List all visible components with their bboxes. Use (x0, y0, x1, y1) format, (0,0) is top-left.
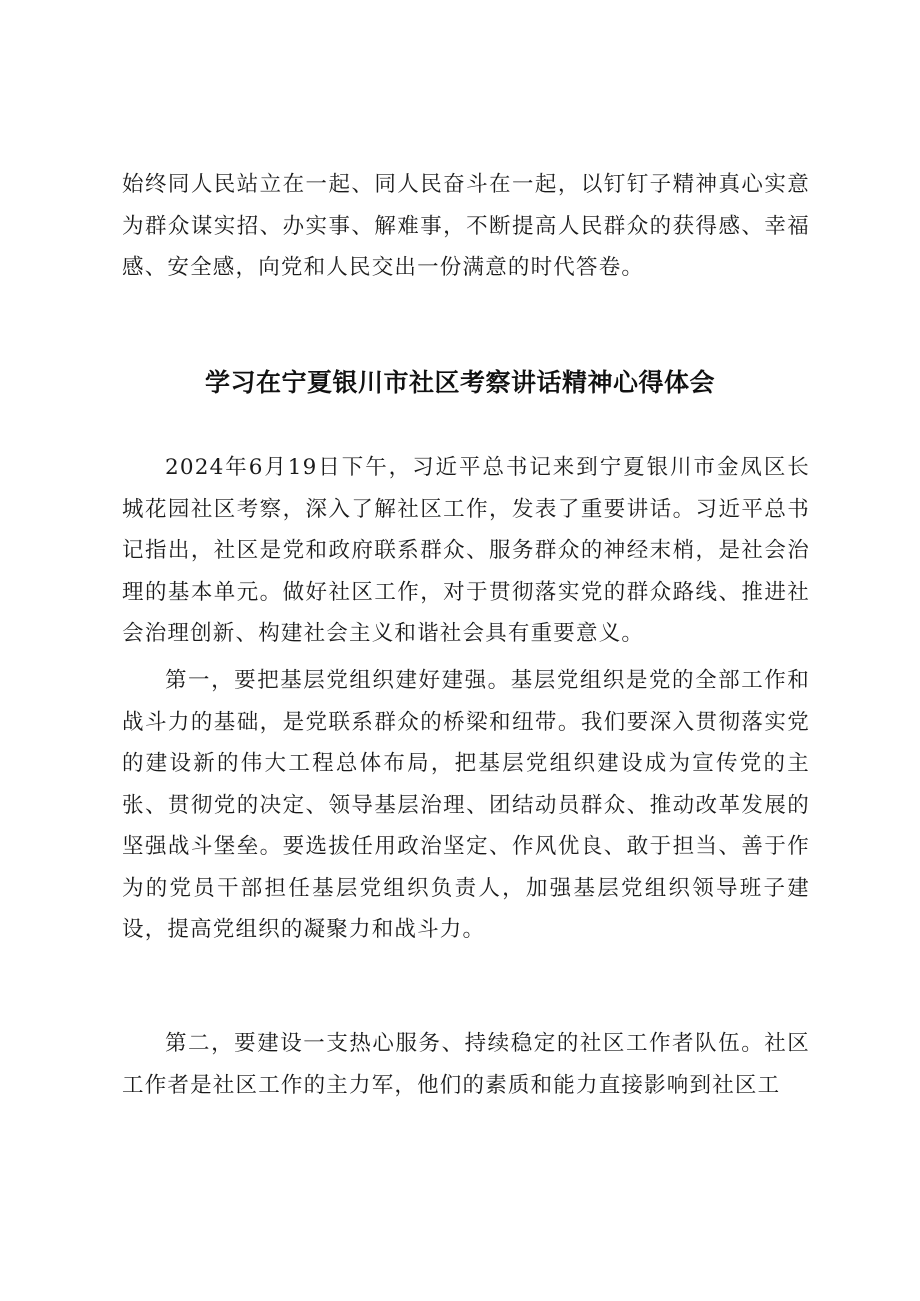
body-paragraph-1: 2024年6月19日下午，习近平总书记来到宁夏银川市金凤区长城花园社区考察，深入了解社区工作，发表了重要讲话。习近平总书记指出，社区是党和政府联系群众、服务群众的神经末梢，是社会治理的基本单元。做好社区工作，对于贯彻落实党的群众路线、推进社会治理创新、构建社会主义和谐社会具有重要意义。 (122, 455, 810, 646)
body-paragraph-3: 第二，要建设一支热心服务、持续稳定的社区工作者队伍。社区工作者是社区工作的主力军，他们的素质和能力直接影响到社区工 (122, 1031, 810, 1098)
intro-paragraph: 始终同人民站立在一起、同人民奋斗在一起，以钉钉子精神真心实意为群众谋实招、办实事、解难事，不断提高人民群众的获得感、幸福感、安全感，向党和人民交出一份满意的时代答卷。 (122, 172, 810, 280)
body-paragraph-2: 第一，要把基层党组织建好建强。基层党组织是党的全部工作和战斗力的基础，是党联系群众的桥梁和纽带。我们要深入贯彻落实党的建设新的伟大工程总体布局，把基层党组织建设成为宣传党的主张、贯彻党的决定、领导基层治理、团结动员群众、推动改革发展的坚强战斗堡垒。要选拔任用政治坚定、作风优良、敢于担当、善于作为的党员干部担任基层党组织负责人，加强基层党组织领导班子建设，提高党组织的凝聚力和战斗力。 (122, 668, 810, 942)
document-title: 学习在宁夏银川市社区考察讲话精神心得体会 (204, 368, 715, 397)
